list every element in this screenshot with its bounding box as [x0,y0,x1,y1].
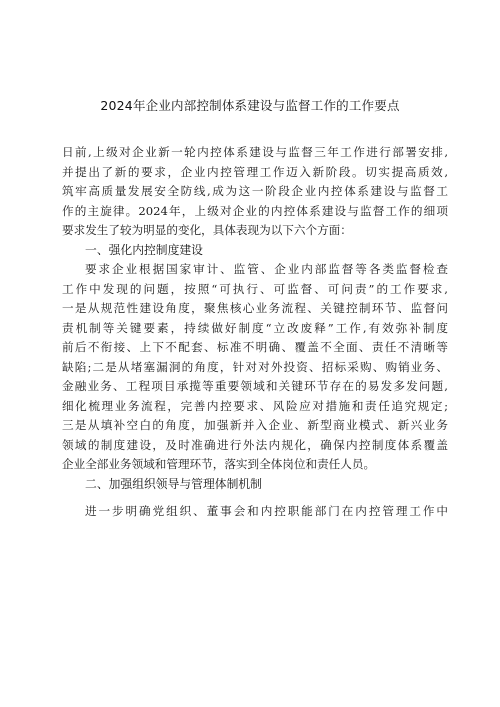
section-heading-2: 二、加强组织领导与管理体制机制 [85,476,262,491]
text-line: 一是从规范性建设角度，聚焦核心业务流程、关键控制环节、监督问 [62,301,448,315]
text-line: 三是从填补空白的角度，加强新并入企业、新型商业模式、新兴业务 [62,418,448,432]
section2-paragraph [62,502,448,522]
document-body [62,143,448,522]
text-line: 筑牢高质量发展安全防线,成为这一阶段企业内控体系建设与监督工 [62,184,448,198]
text-line: 进一步明确党组织、董事会和内控职能部门在内控管理工作中 [85,504,448,518]
text-line: 要求发生了较为明显的变化，具体表现为以下六个方面： [62,223,352,237]
section1-paragraph [62,260,448,475]
text-line: 并提出了新的要求，企业内控管理工作迈入新阶段。切实提高质效, [62,164,448,179]
text-line: 要求企业根据国家审计、监管、企业内部监督等各类监督检查 [85,262,448,276]
text-line: 缺陷;二是从堵塞漏洞的角度，针对对外投资、招标采购、购销业务、 [62,359,448,374]
text-line: 金融业务、工程项目承揽等重要领域和关键环节存在的易发多发问题, [62,379,448,393]
text-line: 责机制等关键要素，持续做好制度“立改废释”工作,有效弥补制度 [62,320,448,335]
text-line: 企业全部业务领域和管理环节，落实到全体岗位和责任人员。 [62,457,376,471]
section-heading-1: 一、强化内控制度建设 [85,242,203,257]
text-line: 细化梳理业务流程，完善内控要求、风险应对措施和责任追究规定; [62,398,448,413]
text-line: 日前,上级对企业新一轮内控体系建设与监督三年工作进行部署安排, [62,145,448,159]
text-line: 领域的制度建设，及时准确进行外法内规化，确保内控制度体系覆盖 [62,437,448,452]
text-line: 前后不衔接、上下不配套、标准不明确、覆盖不全面、责任不清晰等 [62,340,448,354]
text-line: 工作中发现的问题，按照“可执行、可监督、可问责”的工作要求, [62,281,448,296]
intro-paragraph [62,143,448,241]
document-title: 2024年企业内部控制体系建设与监督工作的工作要点 [100,98,400,113]
text-line: 作的主旋律。2024年，上级对企业的内控体系建设与监督工作的细项 [62,203,448,218]
